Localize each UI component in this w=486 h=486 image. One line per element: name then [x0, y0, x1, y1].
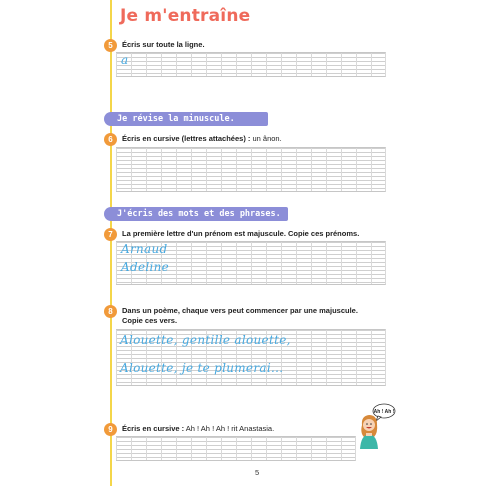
page-number: 5 — [255, 468, 260, 477]
cursive-model: Alouette, je te plumerai... — [120, 361, 284, 375]
exercise-number-badge: 9 — [104, 423, 117, 436]
cursive-model: Alouette, gentille alouette, — [120, 333, 291, 347]
exercise-number-badge: 8 — [104, 305, 117, 318]
exercise-instruction: La première lettre d'un prénom est majuscule. Copie ces prénoms. — [122, 229, 360, 238]
cursive-model: Arnaud — [121, 242, 168, 256]
page-title: Je m'entraîne — [120, 6, 251, 26]
section-header-minuscule: Je révise la minuscule. — [104, 112, 268, 126]
exercise-instruction: Écris en cursive : Ah ! Ah ! Ah ! rit Anastasia. — [122, 424, 275, 433]
exercise-number-badge: 5 — [104, 39, 117, 52]
margin-line — [110, 0, 112, 486]
exercise-instruction: Dans un poème, chaque vers peut commencer par une majuscule. Copie ces vers. — [122, 306, 358, 325]
exercise-instruction: Écris en cursive (lettres attachées) : un ânon. — [122, 134, 282, 143]
section-header-mots-phrases: J'écris des mots et des phrases. — [104, 207, 288, 221]
cursive-model: a — [121, 53, 129, 67]
laughing-girl-illustration — [352, 403, 398, 449]
exercise-instruction: Écris sur toute la ligne. — [122, 40, 205, 49]
speech-bubble-text: Ah ! Ah ! — [373, 409, 395, 415]
writing-grid-9[interactable] — [116, 436, 356, 461]
exercise-number-badge: 6 — [104, 133, 117, 146]
writing-grid-5[interactable] — [116, 52, 386, 77]
writing-grid-6[interactable] — [116, 147, 386, 192]
cursive-model: Adeline — [121, 260, 170, 274]
exercise-number-badge: 7 — [104, 228, 117, 241]
